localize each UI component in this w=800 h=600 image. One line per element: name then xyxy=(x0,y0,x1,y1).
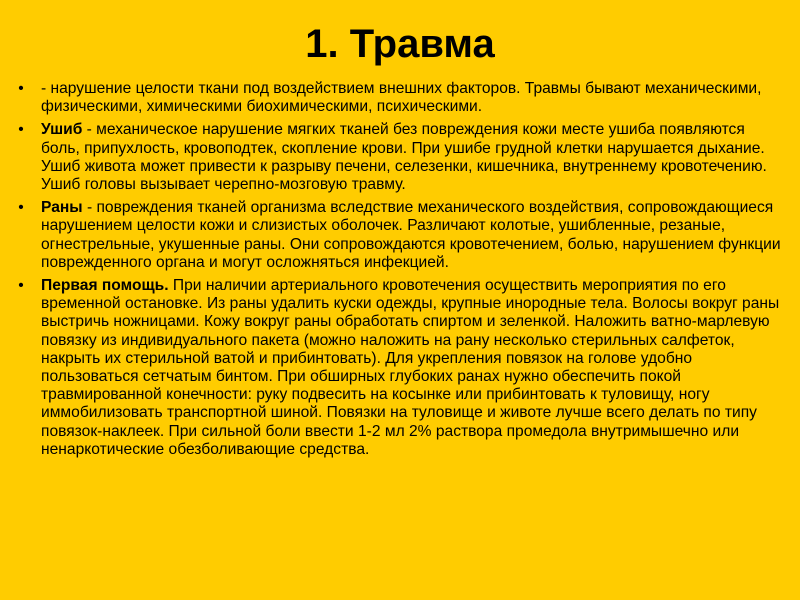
bullet-item-definition xyxy=(14,80,784,116)
bullet-icon: • xyxy=(18,277,24,295)
bullet-text: - механическое нарушение мягких тканей без повреждения кожи месте ушиба появляются боль, припухлость, кровоподтек, скопление крови. При ушибе грудной клетки нарушается дыхание. Ушиб живота может привести к разрыву печени, селезенки, кишечника, внутреннему кровотечению. Ушиб головы вызывает черепно-мозговую травму. xyxy=(41,121,767,194)
bullet-text: - нарушение целости ткани под воздействием внешних факторов. Травмы бывают механическими, физическими, химическими биохимическими, психическими. xyxy=(41,80,762,116)
bullet-text: - повреждения тканей организма вследствие механического воздействия, сопровождающиеся нарушением целости кожи и слизистых оболочек. Различают колотые, ушибленные, резаные, огнестрельные, укушенные раны. Они сопровождаются кровотечением, болью, нарушением функции поврежденного органа и могут осложняться инфекцией. xyxy=(41,199,781,271)
bullet-item-wounds xyxy=(14,199,784,272)
bullet-item-contusion xyxy=(14,121,784,194)
bullet-list xyxy=(14,80,784,464)
bullet-text: При наличии артериального кровотечения осуществить мероприятия по его временной остановке. Из раны удалить куски одежды, крупные инородные тела. Волосы вокруг раны выстричь ножницами. Кожу вокруг раны обработать спиртом и зеленкой. Наложить ватно-марлевую повязку из индивидуального пакета (можно наложить на рану несколько стерильных салфеток, накрыть их стерильной ватой и прибинтовать). Для укрепления повязок на голове удобно пользоваться сетчатым бинтом. При обширных глубоких ранах нужно обеспечить покой травмированной конечности: руку подвесить на косынке или прибинтовать к туловищу, ногу иммобилизовать транспортной шиной. Повязки на туловище и животе лучше всего делать по типу повязок-наклеек. При сильной боли ввести 1-2 мл 2% раствора промедола внутримышечно или ненаркотические обезболивающие средства. xyxy=(41,277,780,458)
bullet-icon: • xyxy=(18,80,24,97)
bullet-icon: • xyxy=(18,199,24,217)
bullet-term: Ушиб xyxy=(41,121,83,139)
bullet-icon: • xyxy=(18,121,24,139)
slide-title: 1. Травма xyxy=(305,22,495,66)
bullet-item-first-aid xyxy=(14,277,784,459)
bullet-term: Раны xyxy=(41,199,83,217)
bullet-term: Первая помощь. xyxy=(41,277,169,295)
